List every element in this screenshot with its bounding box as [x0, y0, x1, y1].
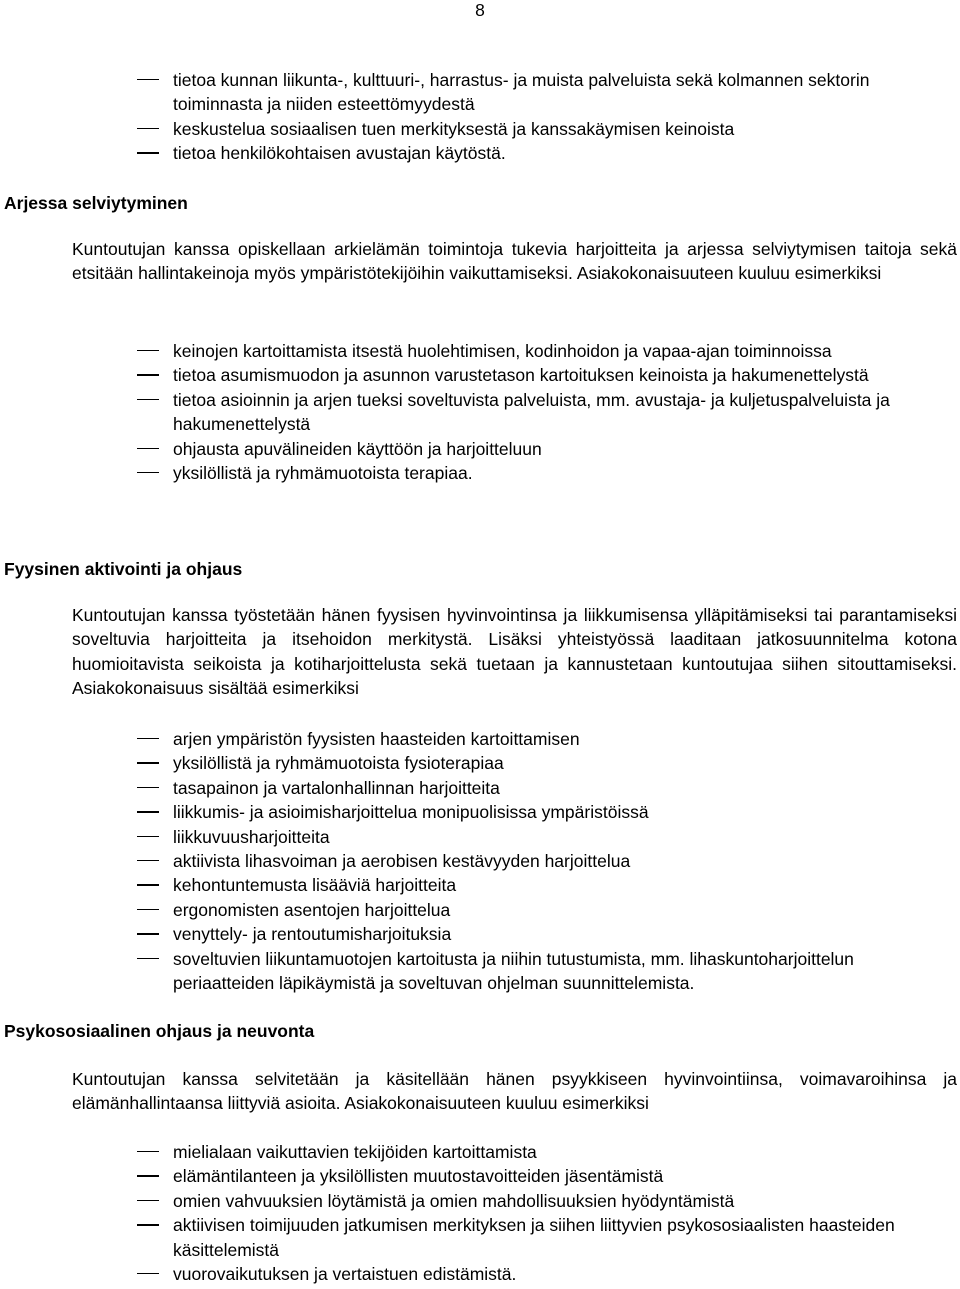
list-item: yksilöllistä ja ryhmämuotoista fysioterapiaa	[0, 751, 960, 775]
dash-bullet	[137, 836, 159, 837]
list-item: elämäntilanteen ja yksilöllisten muutostavoitteiden jäsentämistä	[0, 1164, 960, 1188]
list-item: tietoa kunnan liikunta-, kulttuuri-, harrastus- ja muista palveluista sekä kolmannen sektorin toiminnasta ja niiden esteettömyydestä	[0, 68, 960, 117]
section-heading: Fyysinen aktivointi ja ohjaus	[4, 559, 243, 579]
dash-bullet	[137, 79, 159, 80]
dash-bullet	[137, 811, 159, 812]
dash-bullet	[137, 958, 159, 959]
list-item: yksilöllistä ja ryhmämuotoista terapiaa.	[0, 461, 960, 485]
dash-bullet	[137, 1200, 159, 1201]
list-item: keinojen kartoittamista itsestä huolehtimisen, kodinhoidon ja vapaa-ajan toiminnoissa	[0, 339, 960, 363]
list-item: soveltuvien liikuntamuotojen kartoitusta ja niihin tutustumista, mm. lihaskuntoharjoittelun periaatteiden läpikäymistä ja soveltuvan ohjelman suunnittelemista.	[0, 947, 960, 996]
list-item: ohjausta apuvälineiden käyttöön ja harjoitteluun	[0, 437, 960, 461]
list-item: kehontuntemusta lisääviä harjoitteita	[0, 873, 960, 897]
list-item: tietoa asioinnin ja arjen tueksi soveltuvista palveluista, mm. avustaja- ja kuljetuspalveluista ja hakumenettelystä	[0, 388, 960, 437]
intro-list	[0, 68, 960, 166]
dash-bullet	[137, 374, 159, 375]
list-item: aktiivista lihasvoiman ja aerobisen kestävyyden harjoittelua	[0, 849, 960, 873]
dash-bullet	[137, 787, 159, 788]
list-item: tietoa henkilökohtaisen avustajan käytöstä.	[0, 141, 960, 165]
section-heading: Psykososiaalinen ohjaus ja neuvonta	[4, 1021, 315, 1041]
page-number: 8	[475, 0, 485, 20]
list-item: liikkuvuusharjoitteita	[0, 825, 960, 849]
list-item: ergonomisten asentojen harjoittelua	[0, 898, 960, 922]
list-item: vuorovaikutuksen ja vertaistuen edistämistä.	[0, 1262, 960, 1286]
section-list	[0, 339, 960, 485]
list-item: venyttely- ja rentoutumisharjoituksia	[0, 922, 960, 946]
dash-bullet	[137, 1273, 159, 1274]
dash-bullet	[137, 933, 159, 934]
list-item: arjen ympäristön fyysisten haasteiden kartoittamisen	[0, 727, 960, 751]
dash-bullet	[137, 762, 159, 763]
dash-bullet	[137, 884, 159, 885]
dash-bullet	[137, 1175, 159, 1176]
list-item: omien vahvuuksien löytämistä ja omien mahdollisuuksien hyödyntämistä	[0, 1189, 960, 1213]
dash-bullet	[137, 909, 159, 910]
list-item: liikkumis- ja asioimisharjoittelua monipuolisissa ympäristöissä	[0, 800, 960, 824]
section-list	[0, 1140, 960, 1286]
list-item: tasapainon ja vartalonhallinnan harjoitteita	[0, 776, 960, 800]
dash-bullet	[137, 399, 159, 400]
section-paragraph: Kuntoutujan kanssa opiskellaan arkielämän toimintoja tukevia harjoitteita ja arjessa selviytymisen taitoja sekä etsitään hallintakeinoja myös ympäristötekijöihin vaikuttamiseksi. Asiakokonaisuuteen kuuluu esimerkiksi	[72, 239, 957, 284]
dash-bullet	[137, 128, 159, 129]
list-item: mielialaan vaikuttavien tekijöiden kartoittamista	[0, 1140, 960, 1164]
dash-bullet	[137, 152, 159, 153]
section-paragraph: Kuntoutujan kanssa selvitetään ja käsitellään hänen psyykkiseen hyvinvointiinsa, voimavaroihinsa ja elämänhallintaansa liittyviä asioita. Asiakokonaisuuteen kuuluu esimerkiksi	[72, 1069, 957, 1114]
dash-bullet	[137, 860, 159, 861]
dash-bullet	[137, 448, 159, 449]
list-item: aktiivisen toimijuuden jatkumisen merkityksen ja siihen liittyvien psykososiaalisten haasteiden käsittelemistä	[0, 1213, 960, 1262]
dash-bullet	[137, 1224, 159, 1225]
section-list	[0, 727, 960, 995]
dash-bullet	[137, 472, 159, 473]
section-paragraph: Kuntoutujan kanssa työstetään hänen fyysisen hyvinvointinsa ja liikkumisensa ylläpitämiseksi tai parantamiseksi soveltuvia harjoitteita ja itsehoidon merkitystä. Lisäksi yhteistyössä laaditaan jatkosuunnitelma kotona huomioitavista seikoista ja kotiharjoittelusta sekä tuetaan ja kannustetaan kuntoutujaa siihen sitouttamiseksi. Asiakokonaisuus sisältää esimerkiksi	[72, 605, 957, 699]
list-item: keskustelua sosiaalisen tuen merkityksestä ja kanssakäymisen keinoista	[0, 117, 960, 141]
dash-bullet	[137, 1151, 159, 1152]
dash-bullet	[137, 738, 159, 739]
section-heading: Arjessa selviytyminen	[4, 193, 188, 213]
list-item: tietoa asumismuodon ja asunnon varustetason kartoituksen keinoista ja hakumenettelystä	[0, 363, 960, 387]
dash-bullet	[137, 350, 159, 351]
